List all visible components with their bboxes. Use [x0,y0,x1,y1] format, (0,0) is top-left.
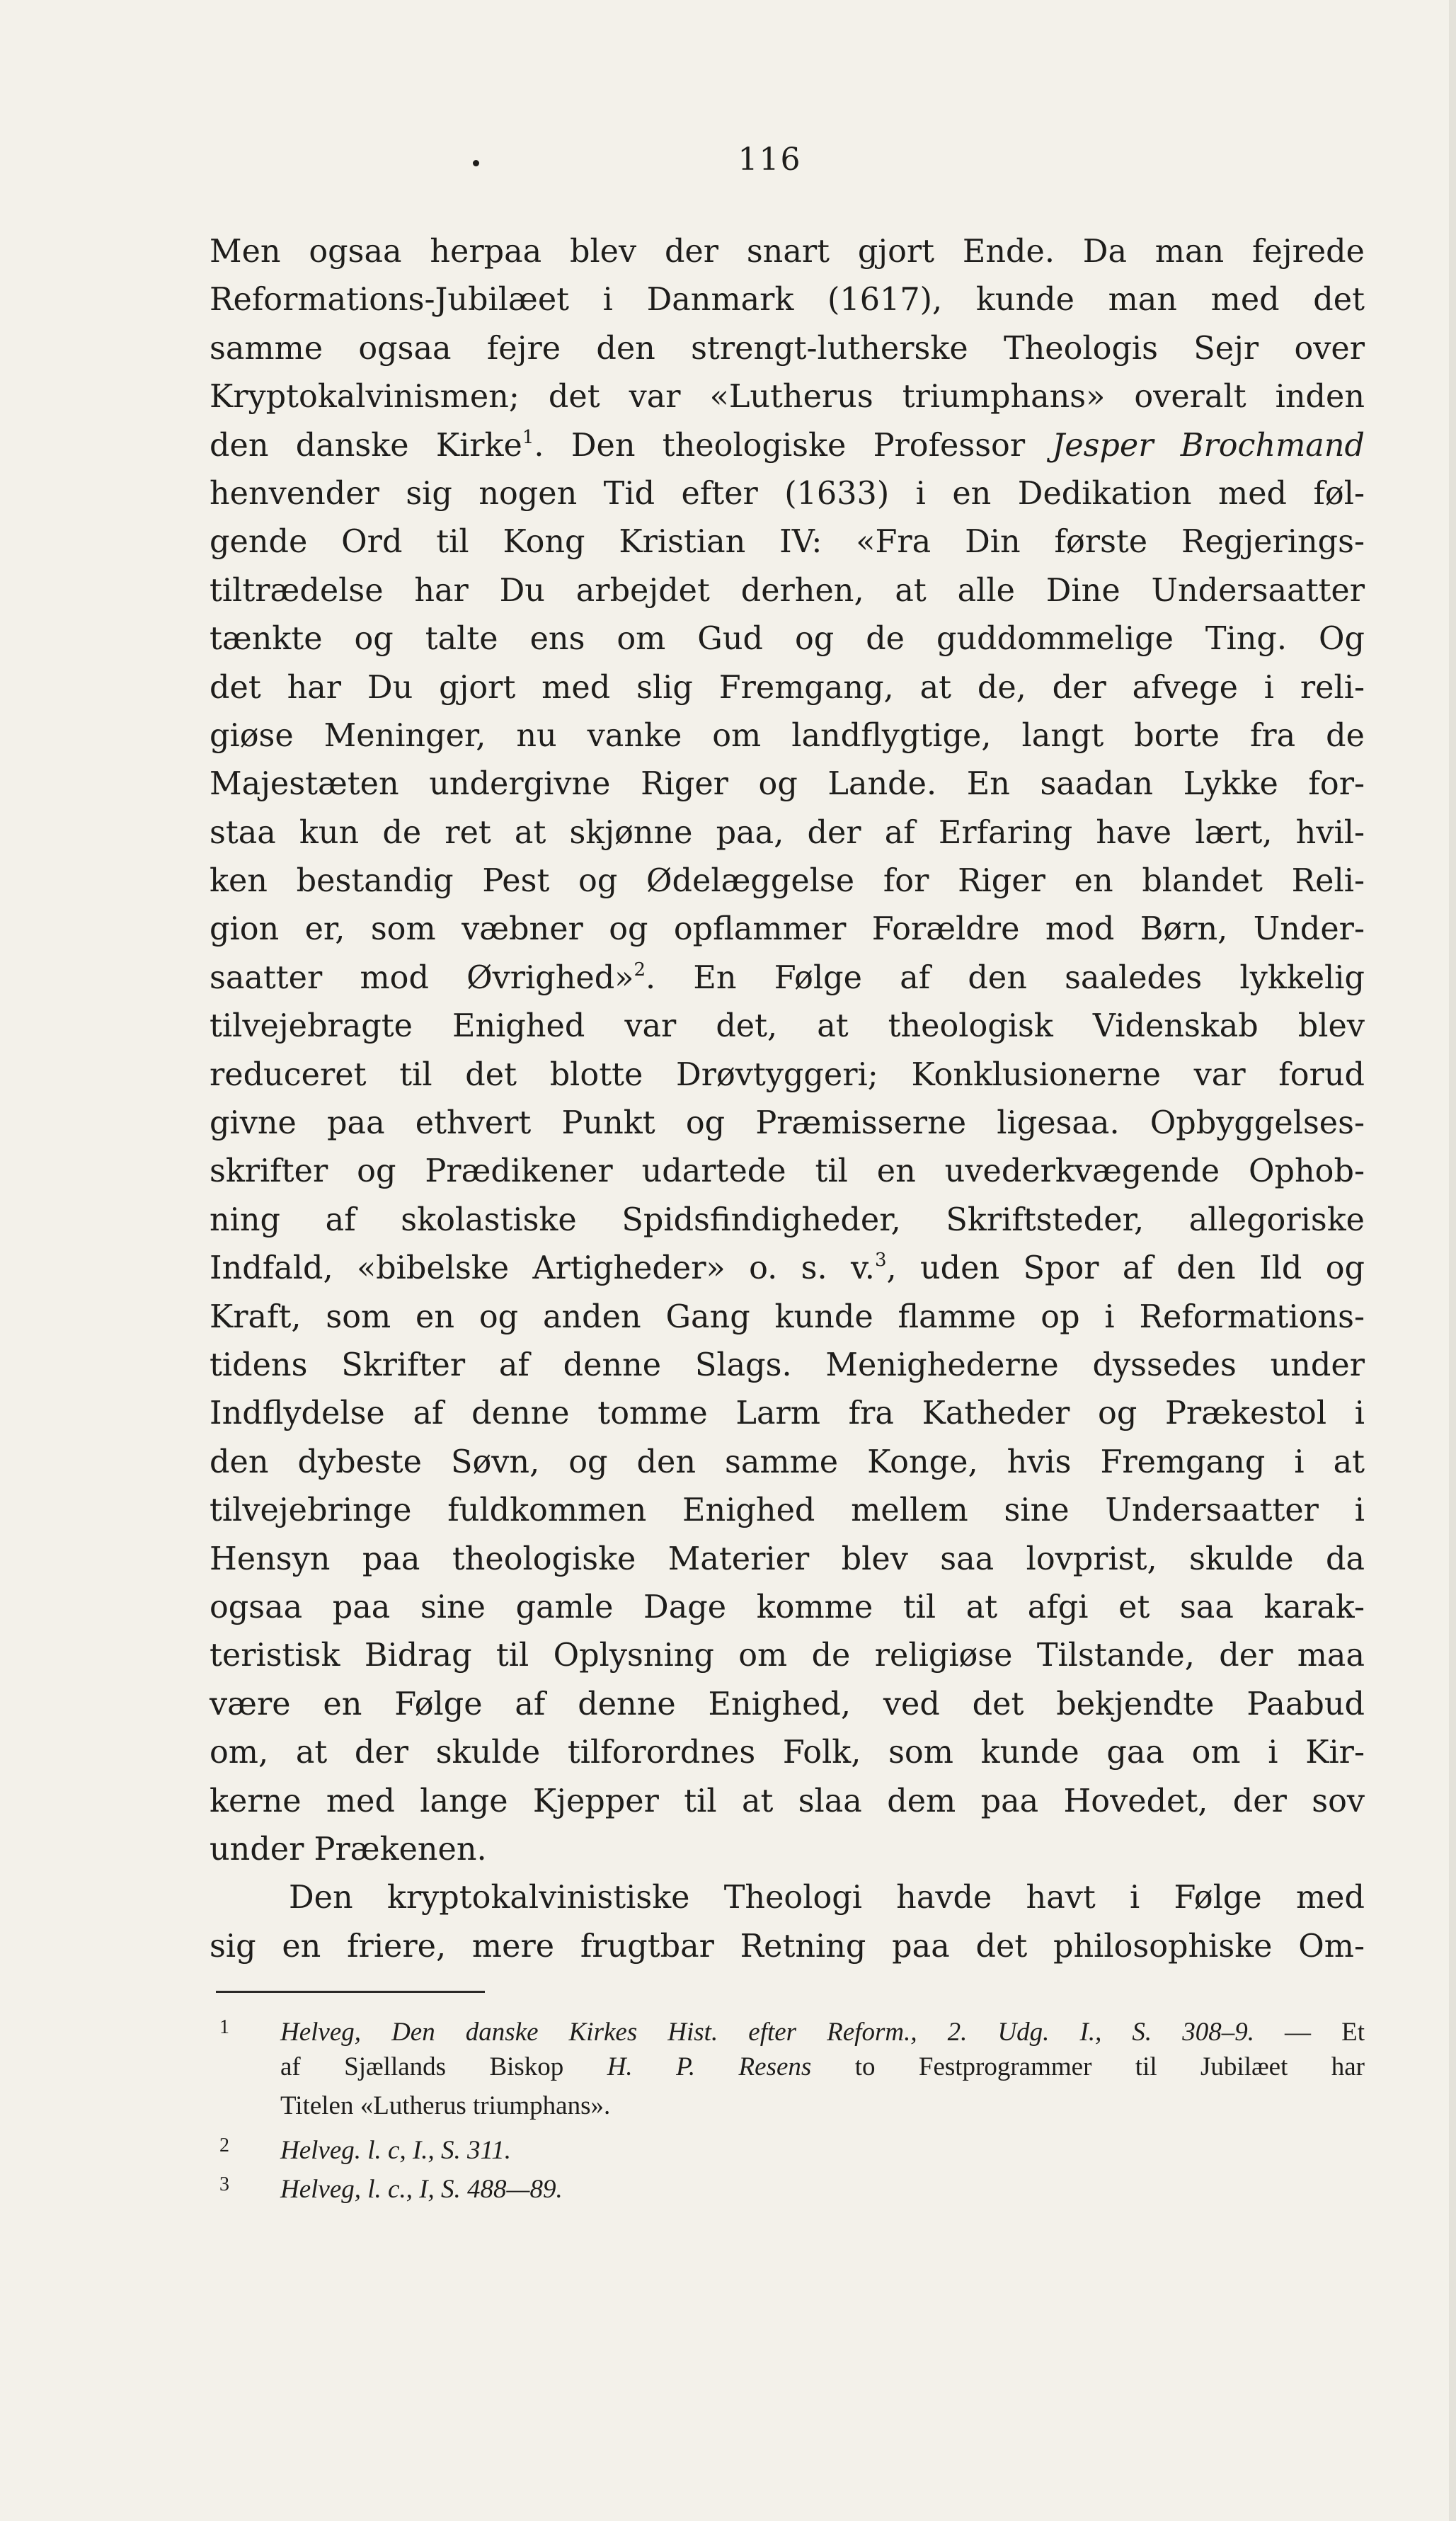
text-line: gion er, som væbner og opflammer Forældre mod Børn, Under- [210,911,1365,948]
text-line: Reformations-Jubilæet i Danmark (1617), kunde man med det [210,282,1365,319]
text-line: henvender sig nogen Tid efter (1633) i en Dedikation med føl- [210,475,1365,512]
text-line: Indflydelse af denne tomme Larm fra Katheder og Prækestol i [210,1395,1365,1432]
text-line: Men ogsaa herpaa blev der snart gjort Ende. Da man fejrede [210,234,1365,270]
text-line: Indfald, «bibelske Artigheder» o. s. v.$^3$, uden Spor af den Ild og [210,1250,1365,1287]
text-line: tilvejebragte Enighed var det, at theologisk Videnskab blev [210,1008,1365,1045]
text-line: giøse Meninger, nu vanke om landflygtige, langt borte fra de [210,717,1365,754]
text-line: om, at der skulde tilforordnes Folk, som kunde gaa om i Kir- [210,1734,1365,1771]
person-name: Jesper Brochmand [1052,427,1365,464]
footnote-2: 2 Helveg. l. c, I., S. 311. [219,2134,512,2165]
text-line: gende Ord til Kong Kristian IV: «Fra Din første Regjerings- [210,524,1365,561]
text-line: kerne med lange Kjepper til at slaa dem paa Hovedet, der sov [210,1783,1365,1819]
footnote-1-cont: Titelen «Lutherus triumphans». [280,2091,611,2120]
footnote-ref-1[interactable]: 1 [522,426,534,448]
text-line: teristisk Bidrag til Oplysning om de religiøse Tilstande, der maa [210,1637,1365,1674]
footnote-ref-2[interactable]: 2 [634,959,646,981]
footnotes [210,2008,1365,2205]
text-line: tiltrædelse har Du arbejdet derhen, at alle Dine Undersaatter [210,572,1365,609]
text-line: Hensyn paa theologiske Materier blev saa lovprist, skulde da [210,1540,1365,1577]
footnote-divider [216,1991,485,1993]
text-line: Majestæten undergivne Riger og Lande. En saadan Lykke for- [210,766,1365,803]
text-line: givne paa ethvert Punkt og Præmisserne ligesaa. Opbyggelses- [210,1105,1365,1142]
text-line: tænkte og talte ens om Gud og de guddommelige Ting. Og [210,621,1365,658]
text-line: ning af skolastiske Spidsfindigheder, Skriftsteder, allegoriske [210,1201,1365,1238]
text-line: sig en friere, mere frugtbar Retning paa det philosophiske Om- [210,1928,1365,1965]
text-line: Kraft, som en og anden Gang kunde flamme op i Reformations- [210,1298,1365,1335]
text-line: ogsaa paa sine gamle Dage komme til at afgi et saa karak- [210,1589,1365,1625]
footnote-3: 3 Helveg, l. c., I, S. 488—89. [219,2173,563,2204]
text-line: reduceret til det blotte Drøvtyggeri; Konklusionerne var forud [210,1056,1365,1093]
text-line: den dybeste Søvn, og den samme Konge, hvis Fremgang i at [210,1444,1365,1480]
page-number: 116 [738,142,802,178]
footnote-ref-3[interactable]: 3 [874,1250,887,1271]
body-text [210,228,1365,1971]
text-line: skrifter og Prædikener udartede til en uvederkvægende Ophob- [210,1153,1365,1190]
text-line: det har Du gjort med slig Fremgang, at de, der afvege i reli- [210,669,1365,706]
footnote-1: 1 Helveg, Den danske Kirkes Hist. efter Reform., 2. Udg. I., S. 308–9. — Et [219,2016,1365,2047]
text-line: under Prækenen. [210,1831,487,1868]
page-edge-shadow [1449,0,1456,2521]
text-line: tidens Skrifter af denne Slags. Menighederne dyssedes under [210,1347,1365,1383]
text-line: saatter mod Øvrighed»$^2$. En Følge af den saaledes lykkelig [210,959,1365,996]
footnote-1-cont: af Sjællands Biskop H. P. Resens to Festprogrammer til Jubilæet har [280,2052,1365,2081]
paragraph-start-line: Den kryptokalvinistiske Theologi havde havt i Følge med [289,1880,1365,1916]
text-line: samme ogsaa fejre den strengt-lutherske Theologis Sejr over [210,330,1365,367]
text-line: ken bestandig Pest og Ødelæggelse for Riger en blandet Reli- [210,863,1365,900]
text-line: være en Følge af denne Enighed, ved det bekjendte Paabud [210,1686,1365,1722]
text-line: tilvejebringe fuldkommen Enighed mellem sine Undersaatter i [210,1492,1365,1529]
text-line: staa kun de ret at skjønne paa, der af Erfaring have lært, hvil- [210,814,1365,851]
text-line: den danske Kirke$^1$. Den theologiske Professor Jesper Brochmand [210,426,1365,464]
text-line: Kryptokalvinismen; det var «Lutherus triumphans» overalt inden [210,379,1365,416]
